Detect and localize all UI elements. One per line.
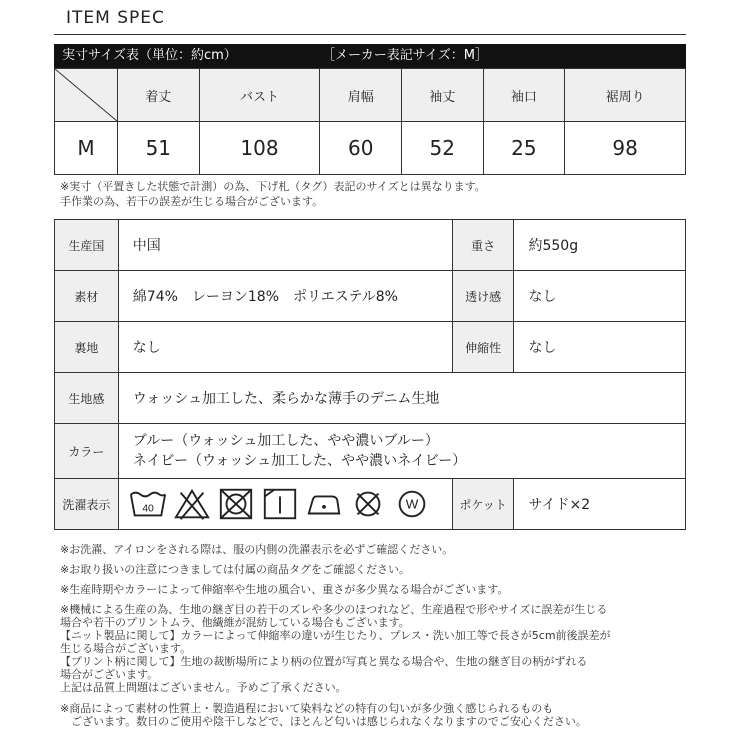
pocket-value: サイド×2 xyxy=(514,479,686,530)
note-line: ※お洗濯、アイロンをされる際は、服の内側の洗濯表示を必ずご確認ください。 xyxy=(60,543,454,556)
note-line: 生じる場合がございます。 xyxy=(60,642,192,655)
table-cell: 25 xyxy=(483,122,565,175)
size-table xyxy=(54,68,686,175)
size-table-header-bar xyxy=(54,44,686,68)
wet-clean-icon xyxy=(393,486,431,522)
note-line: ございます。数日のご使用や陰干しなどで、ほとんど匂いは感じられなくなりますのでご安心ください。 xyxy=(60,715,587,728)
stretch-value: なし xyxy=(514,322,686,373)
table-cell: 60 xyxy=(320,122,402,175)
no-dry-clean-icon xyxy=(349,486,387,522)
maker-size-label: ［メーカー表記サイズ：M］ xyxy=(322,48,488,63)
color-label: カラー xyxy=(55,424,119,479)
note-line: 手作業の為、若干の誤差が生じる場合がございます。 xyxy=(60,195,324,208)
note-line: 上記は品質上問題はございません。予めご了承ください。 xyxy=(60,681,347,694)
wet-clean-letter: W xyxy=(405,496,419,512)
column-header: バスト xyxy=(199,69,320,122)
weight-label: 重さ xyxy=(452,220,514,271)
column-header: 裾周り xyxy=(565,69,686,122)
note-line: ※商品によって素材の性質上・製造過程において染料などの特有の匂いが多少強く感じられるものも xyxy=(60,702,554,715)
column-header: 肩幅 xyxy=(320,69,402,122)
wash-40-icon xyxy=(129,486,167,522)
texture-value: ウォッシュ加工した、柔らかな薄手のデニム生地 xyxy=(118,373,685,424)
table-cell: 52 xyxy=(401,122,483,175)
care-icons xyxy=(118,479,452,530)
spec-table xyxy=(54,219,686,530)
table-cell: 108 xyxy=(199,122,320,175)
size-table-corner xyxy=(55,69,118,122)
material-label: 素材 xyxy=(55,271,119,322)
sheer-value: なし xyxy=(514,271,686,322)
page-title: ITEM SPEC xyxy=(66,8,165,28)
note-line: 場合がございます。 xyxy=(60,668,159,681)
care-label: 洗濯表示 xyxy=(55,479,119,530)
note-line: ※お取り扱いの注意につきましては付属の商品タグをご確認ください。 xyxy=(60,563,410,576)
size-notes xyxy=(60,179,486,209)
note-line: ※機械による生産の為、生地の継ぎ目の若干のズレや多少のほつれなど、生産過程で形やサイズに誤差が生じる xyxy=(60,603,608,616)
column-header: 着丈 xyxy=(118,69,200,122)
note-line: 【ニット製品に関して】カラーによって伸縮率の違いが生じたり、プレス・洗い加工等で長さが5cm前後誤差が xyxy=(60,629,611,642)
color-option: ネイビー（ウォッシュ加工した、やや濃いネイビー） xyxy=(132,453,467,469)
origin-value: 中国 xyxy=(118,220,452,271)
wash-temp: 40 xyxy=(141,503,154,515)
texture-label: 生地感 xyxy=(55,373,119,424)
stretch-label: 伸縮性 xyxy=(452,322,514,373)
material-value: 綿74% レーヨン18% ポリエステル8% xyxy=(118,271,452,322)
title-divider xyxy=(54,34,686,35)
pocket-label: ポケット xyxy=(452,479,514,530)
sheer-label: 透け感 xyxy=(452,271,514,322)
lining-value: なし xyxy=(118,322,452,373)
column-header: 袖口 xyxy=(483,69,565,122)
note-line: ※実寸（平置きした状態で計測）の為、下げ札（タグ）表記のサイズとは異なります。 xyxy=(60,180,486,193)
color-values xyxy=(118,424,685,479)
color-option: ブルー（ウォッシュ加工した、やや濃いブルー） xyxy=(132,433,439,449)
size-label: M xyxy=(55,122,118,175)
note-line: ※生産時期やカラーによって伸縮率や生地の風合い、重さが多少異なる場合がございます。 xyxy=(60,583,509,596)
column-header: 袖丈 xyxy=(401,69,483,122)
note-line: 場合や若干のプリントムラ、他繊維が混紡している場合もございます。 xyxy=(60,616,410,629)
table-cell: 51 xyxy=(118,122,200,175)
no-tumble-dry-icon xyxy=(217,486,255,522)
lining-label: 裏地 xyxy=(55,322,119,373)
care-notes xyxy=(60,543,611,728)
line-dry-icon xyxy=(261,486,299,522)
table-cell: 98 xyxy=(565,122,686,175)
diagonal-line-icon xyxy=(55,69,117,121)
iron-icon xyxy=(305,486,343,522)
no-bleach-icon xyxy=(173,486,211,522)
note-line: 【プリント柄に関して】生地の裁断場所により柄の位置が写真と異なる場合や、生地の継ぎ目の柄がずれる xyxy=(60,655,588,668)
size-table-unit-label: 実寸サイズ表（単位：約cm） xyxy=(62,48,237,63)
origin-label: 生産国 xyxy=(55,220,119,271)
weight-value: 約550g xyxy=(514,220,686,271)
